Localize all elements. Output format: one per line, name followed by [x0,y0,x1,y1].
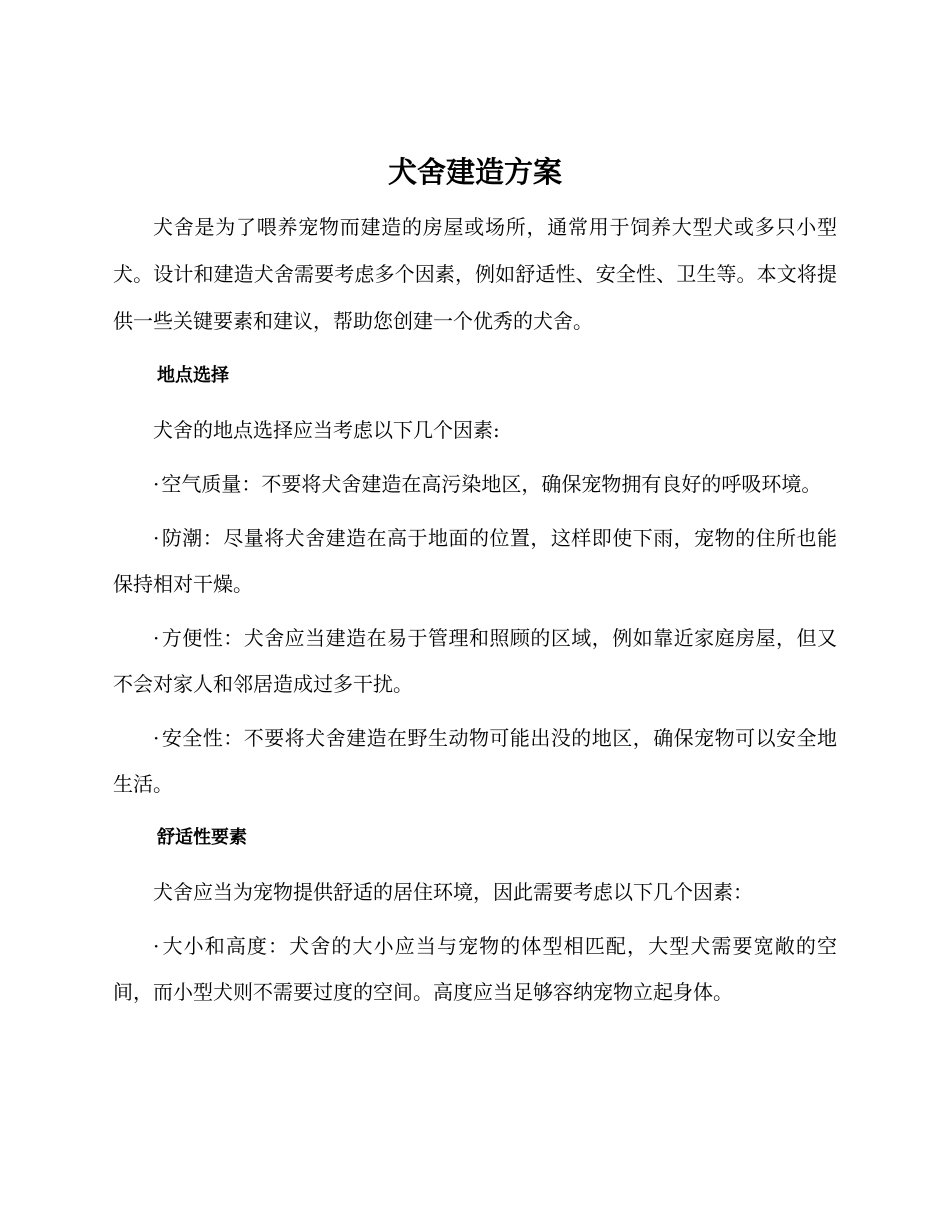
bullet-item-safety [113,715,837,807]
section-lead-comfort: 犬舍应当为宠物提供舒适的居住环境，因此需要考虑以下几个因素： [153,880,753,904]
document-page [113,152,837,1015]
document-title: 犬舍建造方案 [387,155,562,189]
bullet-dot: · [153,626,160,650]
bullet-dot: · [153,472,160,496]
bullet-item-convenience [113,615,837,707]
bullet-item-air-quality [113,461,837,507]
section-lead-location: 犬舍的地点选择应当考虑以下几个因素: [153,418,500,442]
bullet-dot: · [153,526,160,550]
bullet-dot: · [153,726,160,750]
section-heading-comfort: 舒适性要素 [157,827,247,848]
bullet-dot: · [153,934,160,958]
section-heading-location: 地点选择 [157,365,229,386]
bullet-item-size-height [113,923,837,1015]
bullet-text: 大小和高度：犬舍的大小应当与宠物的体型相匹配，大型犬需要宽敞的空间，而小型犬则不需要过度的空间。高度应当足够容纳宠物立起身体。 [113,934,837,1004]
intro-paragraph: 犬舍是为了喂养宠物而建造的房屋或场所，通常用于饲养大型犬或多只小型犬。设计和建造犬舍需要考虑多个因素，例如舒适性、安全性、卫生等。本文将提供一些关键要素和建议，帮助您创建一个优秀的犬舍。 [113,215,837,333]
bullet-item-moisture-proof [113,515,837,607]
bullet-text: 防潮：尽量将犬舍建造在高于地面的位置，这样即使下雨，宠物的住所也能保持相对干燥。 [113,526,837,596]
bullet-text: 方便性：犬舍应当建造在易于管理和照顾的区域，例如靠近家庭房屋，但又不会对家人和邻居造成过多干扰。 [113,626,837,696]
bullet-text: 安全性：不要将犬舍建造在野生动物可能出没的地区，确保宠物可以安全地生活。 [113,726,837,796]
bullet-text: 空气质量：不要将犬舍建造在高污染地区，确保宠物拥有良好的呼吸环境。 [161,472,822,496]
